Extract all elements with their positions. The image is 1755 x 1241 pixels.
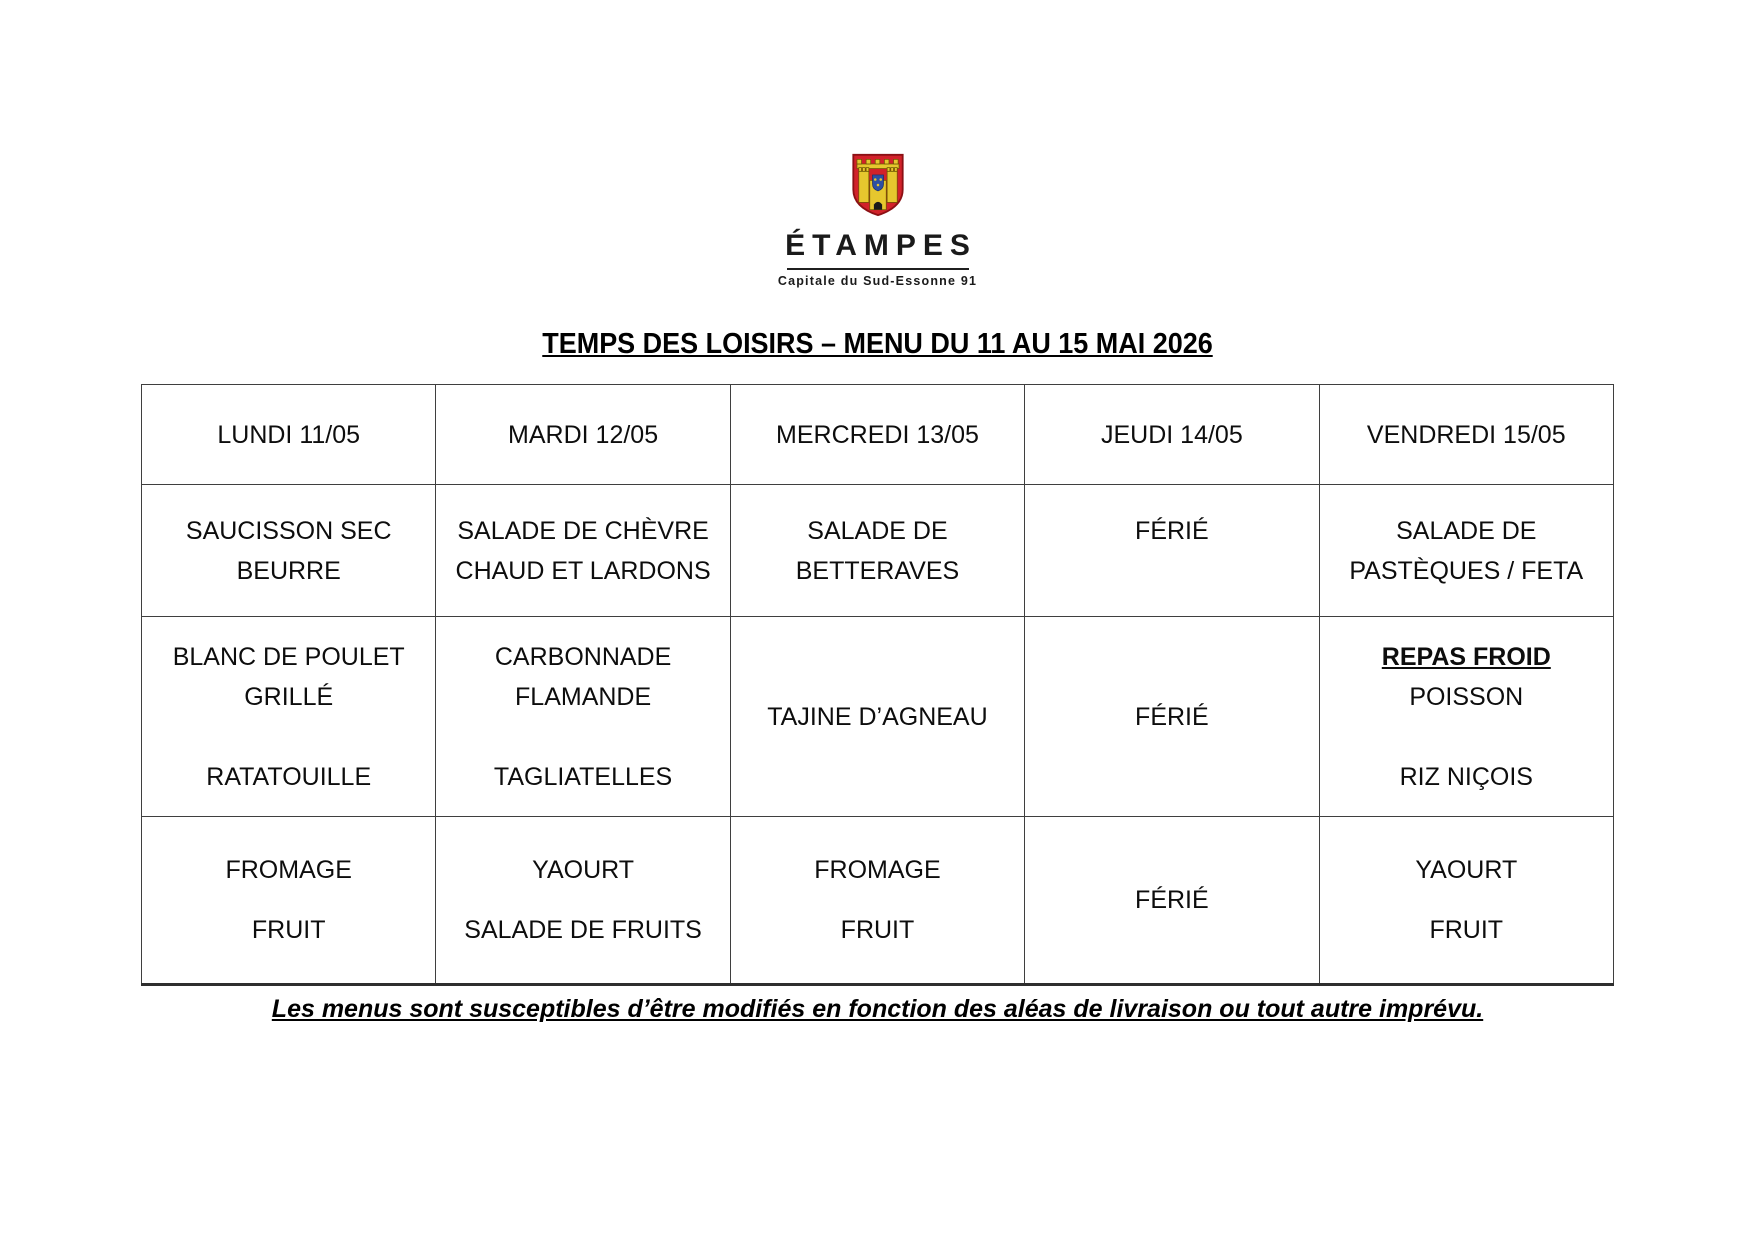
menu-line: FROMAGE [814,856,941,884]
menu-line: BEURRE [236,556,341,585]
starter-cell-mardi [436,485,730,617]
menu-line: CARBONNADE [494,642,672,671]
logo-wordmark: ÉTAMPES [785,229,977,262]
menu-line: CHAUD ET LARDONS [455,556,711,585]
starter-cell-lundi [142,485,436,617]
day-label: LUNDI 11/05 [217,420,361,449]
day-header-mercredi [730,385,1024,485]
menu-line: FRUIT [1429,916,1504,944]
menu-line: YAOURT [1415,856,1518,884]
menu-line: TAJINE D’AGNEAU [767,702,988,731]
menu-line-emphasized: REPAS FROID [1381,642,1551,671]
day-label: VENDREDI 15/05 [1366,420,1566,449]
etampes-logo [0,153,1755,288]
etampes-crest-icon [847,153,909,217]
main-course-cell-mardi [436,617,730,817]
menu-line: SALADE DE [1396,516,1537,545]
menu-line: YAOURT [532,856,635,884]
menu-table [141,384,1614,986]
dessert-cell-jeudi [1025,817,1319,985]
starter-cell-mercredi [730,485,1024,617]
menu-line: BLANC DE POULET [172,642,405,671]
desserts-row [142,817,1614,985]
day-label: JEUDI 14/05 [1100,420,1243,449]
starter-cell-jeudi [1025,485,1319,617]
blank-line [1320,890,1613,910]
document-title: TEMPS DES LOISIRS – MENU DU 11 AU 15 MAI 2026 [542,328,1213,360]
logo-tagline: Capitale du Sud-Essonne 91 [777,274,978,288]
menu-line: FRUIT [251,916,326,944]
menu-line: SAUCISSON SEC [185,516,392,545]
day-header-lundi [142,385,436,485]
menu-line: FÉRIÉ [1135,516,1209,545]
table-header-row [142,385,1614,485]
menu-line: SALADE DE CHÈVRE [457,516,709,545]
menu-line: FROMAGE [225,856,352,884]
main-course-cell-mercredi [730,617,1024,817]
blank-line [436,890,729,910]
menu-line: FÉRIÉ [1135,886,1209,914]
blank-line [1025,551,1318,591]
menu-line: PASTÈQUES / FETA [1349,556,1584,585]
menu-line: FRUIT [840,916,915,944]
menu-line: FLAMANDE [515,682,652,711]
main-course-cell-jeudi [1025,617,1319,817]
menu-line: FÉRIÉ [1135,702,1209,731]
day-header-vendredi [1319,385,1613,485]
menu-line: SALADE DE [807,516,948,545]
day-header-jeudi [1025,385,1319,485]
blank-line [436,717,729,757]
menu-line: TAGLIATELLES [493,762,673,791]
crest-inner-shield-shape [872,175,883,191]
menu-line: GRILLÉ [244,682,334,711]
menu-line: RATATOUILLE [206,762,372,791]
blank-line [142,890,435,910]
main-course-cell-lundi [142,617,436,817]
main-course-cell-vendredi [1319,617,1613,817]
day-header-mardi [436,385,730,485]
menu-line: POISSON [1409,682,1524,711]
day-label: MERCREDI 13/05 [776,420,979,449]
menu-line: RIZ NIÇOIS [1399,762,1533,791]
dessert-cell-mardi [436,817,730,985]
dessert-cell-mercredi [730,817,1024,985]
logo-divider [787,268,969,270]
menu-line: BETTERAVES [795,556,960,585]
menu-line: SALADE DE FRUITS [464,916,702,944]
footer-note: Les menus sont susceptibles d’être modifiés en fonction des aléas de livraison ou tout autre imprévu. [271,995,1484,1023]
blank-line [142,717,435,757]
dessert-cell-vendredi [1319,817,1613,985]
dessert-cell-lundi [142,817,436,985]
blank-line [1320,717,1613,757]
blank-line [731,890,1024,910]
starter-cell-vendredi [1319,485,1613,617]
main-course-row [142,617,1614,817]
day-label: MARDI 12/05 [508,420,659,449]
starters-row [142,485,1614,617]
